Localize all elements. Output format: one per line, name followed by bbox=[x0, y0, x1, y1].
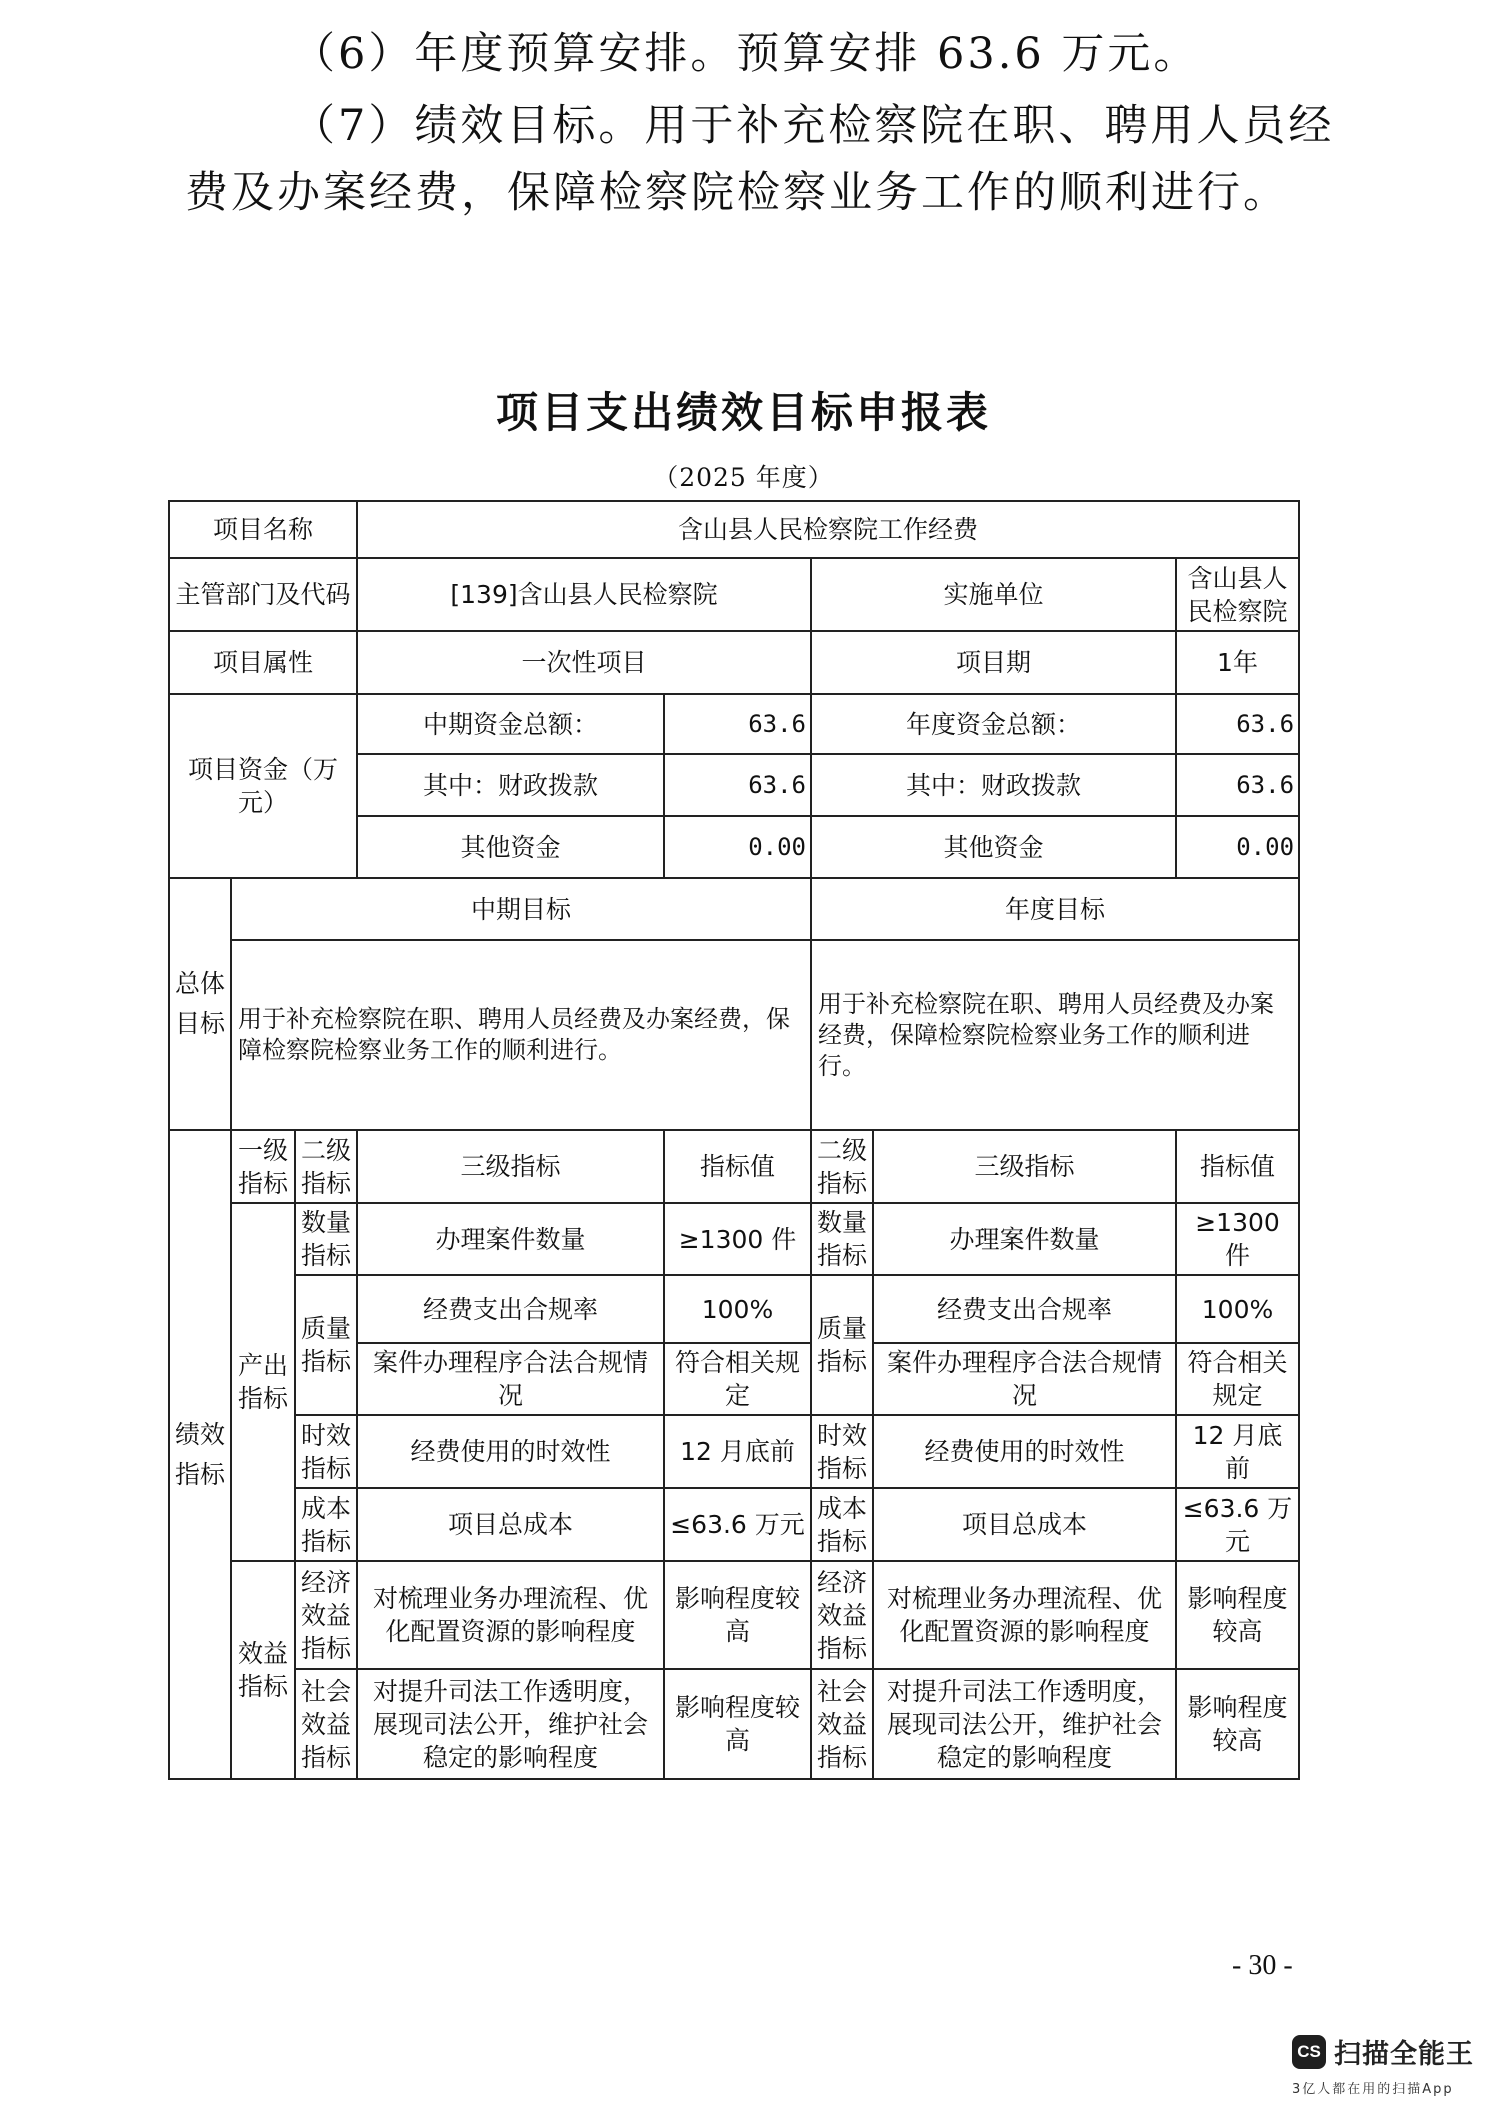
annual-timeliness-value: 12 月底前 bbox=[1176, 1415, 1299, 1488]
annual-quantity-category: 数量指标 bbox=[811, 1203, 873, 1275]
annual-other-value: 0.00 bbox=[1176, 816, 1299, 878]
annual-economic-benefit-category: 经济效益指标 bbox=[811, 1561, 873, 1669]
economic-benefit-category: 经济效益指标 bbox=[295, 1561, 357, 1669]
attribute-value: 一次性项目 bbox=[357, 631, 811, 694]
annual-other-label: 其他资金 bbox=[811, 816, 1176, 878]
row-goal-headers bbox=[169, 878, 1299, 940]
annual-compliance-rate-value: 100% bbox=[1176, 1275, 1299, 1343]
indicator-row-cost bbox=[169, 1488, 1299, 1561]
attribute-label: 项目属性 bbox=[169, 631, 357, 694]
quality-category: 质量指标 bbox=[295, 1275, 357, 1415]
period-value: 1年 bbox=[1176, 631, 1299, 694]
benefit-indicators-label: 效益指标 bbox=[231, 1561, 295, 1779]
indicator-row-social bbox=[169, 1669, 1299, 1779]
annual-goal-header: 年度目标 bbox=[811, 878, 1299, 940]
mid-fiscal-label: 其中：财政拨款 bbox=[357, 754, 664, 816]
compliance-rate-name: 经费支出合规率 bbox=[357, 1275, 664, 1343]
annual-compliance-rate-name: 经费支出合规率 bbox=[873, 1275, 1176, 1343]
economic-benefit-name: 对梳理业务办理流程、优化配置资源的影响程度 bbox=[357, 1561, 664, 1669]
annual-procedure-legality-name: 案件办理程序合法合规情况 bbox=[873, 1343, 1176, 1415]
mid-goal-text: 用于补充检察院在职、聘用人员经费及办案经费，保障检察院检察业务工作的顺利进行。 bbox=[231, 940, 811, 1130]
mid-other-value: 0.00 bbox=[664, 816, 811, 878]
mid-fiscal-value: 63.6 bbox=[664, 754, 811, 816]
mid-total-value: 63.6 bbox=[664, 694, 811, 754]
value-header: 指标值 bbox=[664, 1130, 811, 1203]
overall-goal-label: 总体目标 bbox=[169, 878, 231, 1130]
funds-label: 项目资金（万元） bbox=[169, 694, 357, 878]
form-year: （2025 年度） bbox=[653, 463, 834, 492]
annual-level3-header: 三级指标 bbox=[873, 1130, 1176, 1203]
row-indicator-headers bbox=[169, 1130, 1299, 1203]
indicator-row-timeliness bbox=[169, 1415, 1299, 1488]
annual-economic-benefit-value: 影响程度较高 bbox=[1176, 1561, 1299, 1669]
annual-goal-text: 用于补充检察院在职、聘用人员经费及办案经费，保障检察院检察业务工作的顺利进行。 bbox=[811, 940, 1299, 1130]
social-benefit-mid-value: 影响程度较高 bbox=[664, 1669, 811, 1779]
economic-benefit-mid-value: 影响程度较高 bbox=[664, 1561, 811, 1669]
goal-paragraph-line2: 费及办案经费，保障检察院检察业务工作的顺利进行。 bbox=[185, 168, 1289, 218]
annual-quantity-name: 办理案件数量 bbox=[873, 1203, 1176, 1275]
period-label: 项目期 bbox=[811, 631, 1176, 694]
level3-header: 三级指标 bbox=[357, 1130, 664, 1203]
annual-cost-name: 项目总成本 bbox=[873, 1488, 1176, 1561]
row-project-name bbox=[169, 501, 1299, 558]
annual-social-benefit-category: 社会效益指标 bbox=[811, 1669, 873, 1779]
row-attribute bbox=[169, 631, 1299, 694]
mid-goal-header: 中期目标 bbox=[231, 878, 811, 940]
page-number: - 30 - bbox=[1232, 1950, 1293, 1981]
output-indicators-label: 产出指标 bbox=[231, 1203, 295, 1561]
annual-quantity-value: ≥1300 件 bbox=[1176, 1203, 1299, 1275]
procedure-legality-name: 案件办理程序合法合规情况 bbox=[357, 1343, 664, 1415]
annual-cost-category: 成本指标 bbox=[811, 1488, 873, 1561]
performance-indicators-label: 绩效指标 bbox=[169, 1130, 231, 1779]
annual-fiscal-value: 63.6 bbox=[1176, 754, 1299, 816]
level1-header: 一级指标 bbox=[231, 1130, 295, 1203]
procedure-legality-mid-value: 符合相关规定 bbox=[664, 1343, 811, 1415]
annual-timeliness-name: 经费使用的时效性 bbox=[873, 1415, 1176, 1488]
row-mid-total bbox=[169, 694, 1299, 754]
impl-unit-value: 含山县人民检察院 bbox=[1176, 558, 1299, 631]
annual-cost-value: ≤63.6 万元 bbox=[1176, 1488, 1299, 1561]
annual-social-benefit-value: 影响程度较高 bbox=[1176, 1669, 1299, 1779]
timeliness-mid-value: 12 月底前 bbox=[664, 1415, 811, 1488]
social-benefit-name: 对提升司法工作透明度，展现司法公开，维护社会稳定的影响程度 bbox=[357, 1669, 664, 1779]
project-name-label: 项目名称 bbox=[169, 501, 357, 558]
annual-social-benefit-name: 对提升司法工作透明度，展现司法公开，维护社会稳定的影响程度 bbox=[873, 1669, 1176, 1779]
goal-paragraph-line1: （7）绩效目标。用于补充检察院在职、聘用人员经 bbox=[292, 101, 1335, 151]
annual-total-value: 63.6 bbox=[1176, 694, 1299, 754]
mid-other-label: 其他资金 bbox=[357, 816, 664, 878]
cost-mid-value: ≤63.6 万元 bbox=[664, 1488, 811, 1561]
performance-target-form bbox=[168, 500, 1300, 1780]
impl-unit-label: 实施单位 bbox=[811, 558, 1176, 631]
annual-value-header: 指标值 bbox=[1176, 1130, 1299, 1203]
budget-paragraph: （6）年度预算安排。预算安排 63.6 万元。 bbox=[292, 29, 1200, 79]
quantity-category: 数量指标 bbox=[295, 1203, 357, 1275]
compliance-rate-mid-value: 100% bbox=[664, 1275, 811, 1343]
cost-category: 成本指标 bbox=[295, 1488, 357, 1561]
annual-fiscal-label: 其中：财政拨款 bbox=[811, 754, 1176, 816]
project-name-value: 含山县人民检察院工作经费 bbox=[357, 501, 1299, 558]
annual-quality-category: 质量指标 bbox=[811, 1275, 873, 1415]
mid-total-label: 中期资金总额： bbox=[357, 694, 664, 754]
indicator-row-quantity bbox=[169, 1203, 1299, 1275]
timeliness-name: 经费使用的时效性 bbox=[357, 1415, 664, 1488]
level2-header: 二级指标 bbox=[295, 1130, 357, 1203]
annual-timeliness-category: 时效指标 bbox=[811, 1415, 873, 1488]
row-department bbox=[169, 558, 1299, 631]
scanner-watermark bbox=[1292, 2032, 1474, 2071]
cost-name: 项目总成本 bbox=[357, 1488, 664, 1561]
annual-economic-benefit-name: 对梳理业务办理流程、优化配置资源的影响程度 bbox=[873, 1561, 1176, 1669]
scanner-app-name: 扫描全能王 bbox=[1334, 2039, 1474, 2070]
indicator-row-economic bbox=[169, 1561, 1299, 1669]
camscanner-logo-icon: CS bbox=[1292, 2035, 1326, 2069]
department-label: 主管部门及代码 bbox=[169, 558, 357, 631]
timeliness-category: 时效指标 bbox=[295, 1415, 357, 1488]
annual-procedure-legality-value: 符合相关规定 bbox=[1176, 1343, 1299, 1415]
indicator-row-compliance bbox=[169, 1275, 1299, 1343]
row-goal-text bbox=[169, 940, 1299, 1130]
social-benefit-category: 社会效益指标 bbox=[295, 1669, 357, 1779]
quantity-mid-value: ≥1300 件 bbox=[664, 1203, 811, 1275]
department-value: [139]含山县人民检察院 bbox=[357, 558, 811, 631]
form-title: 项目支出绩效目标申报表 bbox=[495, 388, 991, 437]
scanner-tagline: 3亿人都在用的扫描App bbox=[1292, 2082, 1454, 2097]
quantity-name: 办理案件数量 bbox=[357, 1203, 664, 1275]
annual-level2-header: 二级指标 bbox=[811, 1130, 873, 1203]
annual-total-label: 年度资金总额： bbox=[811, 694, 1176, 754]
